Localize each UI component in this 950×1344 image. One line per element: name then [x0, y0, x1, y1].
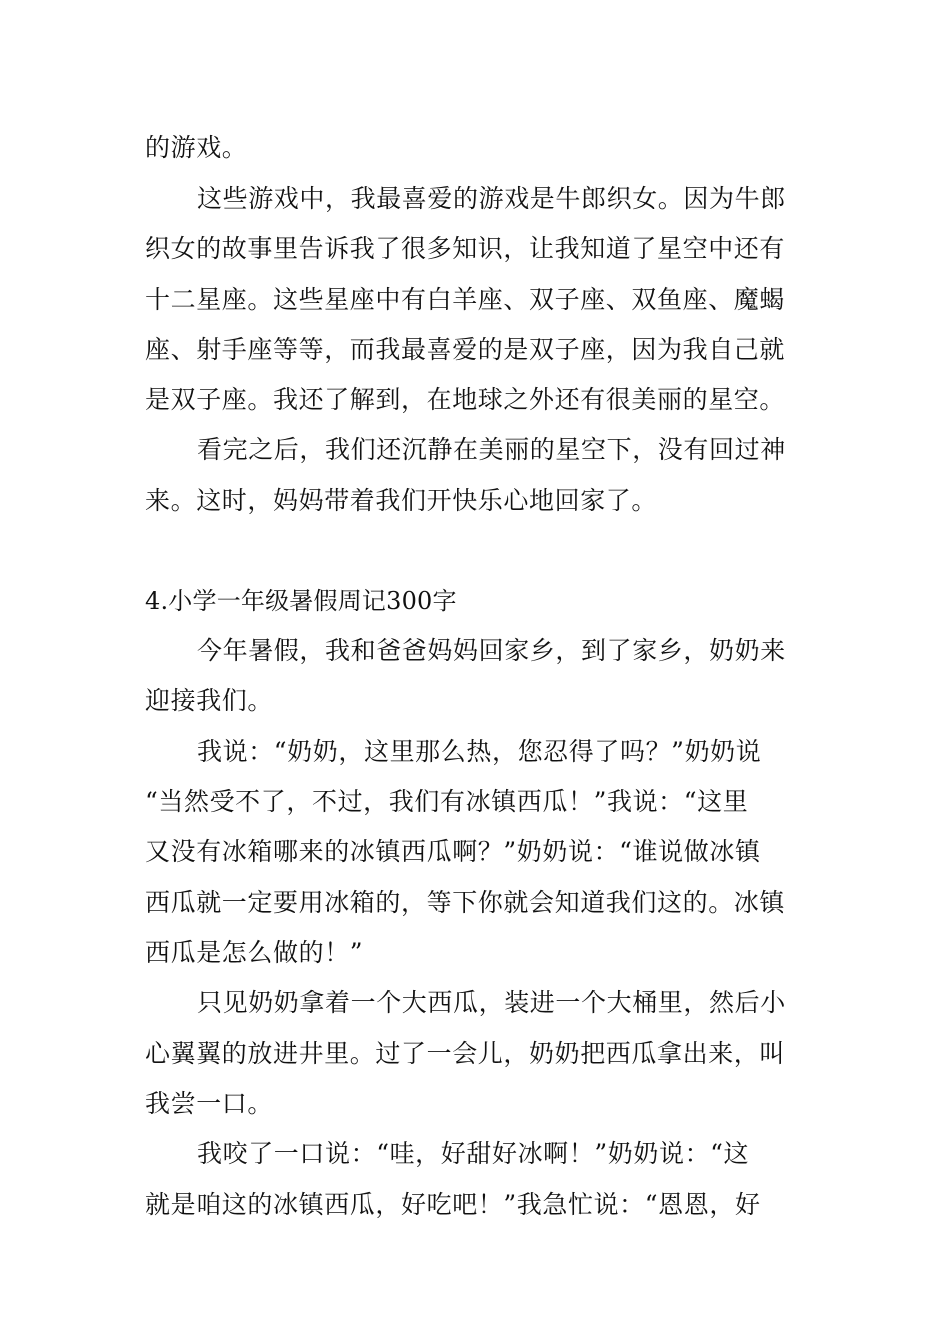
text-line: 我咬了一口说：“哇，好甜好冰啊！”奶奶说：“这 — [197, 1139, 750, 1168]
text-line: 迎接我们。 — [145, 686, 274, 715]
text-line: 西瓜是怎么做的！” — [145, 938, 364, 967]
text-line: 心翼翼的放进井里。过了一会儿，奶奶把西瓜拿出来，叫 — [145, 1039, 786, 1068]
text-line: 只见奶奶拿着一个大西瓜，装进一个大桶里，然后小 — [197, 988, 786, 1017]
text-line: 座、射手座等等，而我最喜爱的是双子座，因为我自己就 — [145, 335, 786, 364]
text-line: 我说：“奶奶，这里那么热，您忍得了吗？”奶奶说 — [197, 737, 762, 766]
text-line: 西瓜就一定要用冰箱的，等下你就会知道我们这的。冰镇 — [145, 888, 786, 917]
text-line: 的游戏。 — [145, 133, 248, 162]
text-line: 十二星座。这些星座中有白羊座、双子座、双鱼座、魔蝎 — [145, 285, 786, 314]
text-line: 今年暑假，我和爸爸妈妈回家乡，到了家乡，奶奶来 — [197, 636, 786, 665]
text-line: 又没有冰箱哪来的冰镇西瓜啊？”奶奶说：“谁说做冰镇 — [145, 837, 761, 866]
text-line: 就是咱这的冰镇西瓜，好吃吧！”我急忙说：“恩恩，好 — [145, 1190, 761, 1219]
text-line: 来。这时，妈妈带着我们开快乐心地回家了。 — [145, 486, 658, 515]
text-line: 织女的故事里告诉我了很多知识，让我知道了星空中还有 — [145, 234, 786, 263]
section-heading: 4.小学一年级暑假周记300字 — [145, 587, 457, 615]
text-line: 看完之后，我们还沉静在美丽的星空下，没有回过神 — [197, 435, 786, 464]
text-line: “当然受不了，不过，我们有冰镇西瓜！”我说：“这里 — [145, 787, 749, 816]
text-line: 这些游戏中，我最喜爱的游戏是牛郎织女。因为牛郎 — [197, 184, 786, 213]
text-line: 我尝一口。 — [145, 1089, 274, 1118]
text-line: 是双子座。我还了解到，在地球之外还有很美丽的星空。 — [145, 385, 786, 414]
